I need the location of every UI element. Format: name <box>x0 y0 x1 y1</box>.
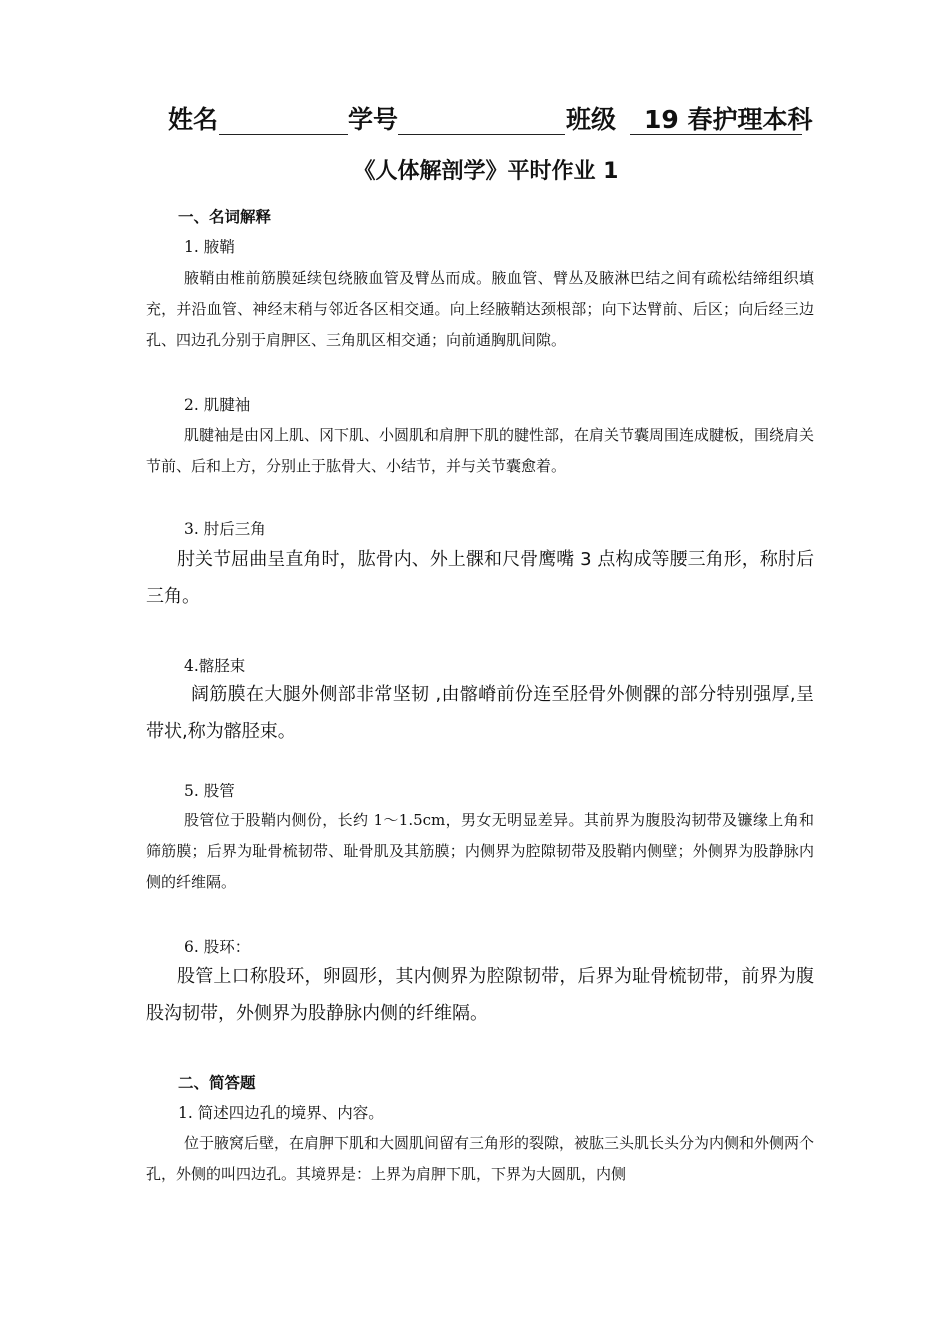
term-definition: 股管上口称股环，卵圆形，其内侧界为腔隙韧带，后界为耻骨梳韧带，前界为腹股沟韧带，外侧界为股静脉内侧的纤维隔。 <box>146 966 814 1024</box>
student-info-header <box>168 100 813 140</box>
term-definition: 阔筋膜在大腿外侧部非常坚韧 ,由髂嵴前份连至胫骨外侧髁的部分特别强厚,呈带状,称为髂胫束。 <box>146 684 814 742</box>
class-label: 班级 <box>566 105 617 134</box>
term-title: 3. 肘后三角 <box>184 520 266 538</box>
term-title: 5. 股管 <box>184 782 235 800</box>
term-title: 2. 肌腱袖 <box>184 396 251 414</box>
document-title: 《人体解剖学》平时作业 1 <box>353 159 619 184</box>
term-definition: 肘关节屈曲呈直角时，肱骨内、外上髁和尺骨鹰嘴 3 点构成等腰三角形，称肘后三角。 <box>146 549 814 607</box>
question-answer: 位于腋窝后壁，在肩胛下肌和大圆肌间留有三角形的裂隙，被肱三头肌长头分为内侧和外侧两个孔，外侧的叫四边孔。其境界是：上界为肩胛下肌，下界为大圆肌，内侧 <box>146 1134 815 1183</box>
student-id-blank-line <box>398 134 565 135</box>
section-heading-terms: 一、名词解释 <box>178 208 272 226</box>
term-title: 1. 腋鞘 <box>184 238 235 256</box>
class-value: 19 春护理本科 <box>644 105 813 134</box>
term-title: 4.髂胫束 <box>184 657 246 675</box>
name-blank-line <box>219 134 348 135</box>
question-title: 1. 简述四边孔的境界、内容。 <box>178 1104 384 1122</box>
term-definition: 肌腱袖是由冈上肌、冈下肌、小圆肌和肩胛下肌的腱性部，在肩关节囊周围连成腱板，围绕肩关节前、后和上方，分别止于肱骨大、小结节，并与关节囊愈着。 <box>146 426 815 475</box>
name-label: 姓名 <box>168 105 219 134</box>
term-definition: 股管位于股鞘内侧份，长约 1～1.5cm，男女无明显差异。其前界为腹股沟韧带及镰缘上角和筛筋膜；后界为耻骨梳韧带、耻骨肌及其筋膜；内侧界为腔隙韧带及股鞘内侧壁；外侧界为股静脉内侧的纤维隔。 <box>146 811 814 891</box>
term-title: 6. 股环： <box>184 938 251 956</box>
section-heading-short-answer: 二、简答题 <box>178 1074 256 1092</box>
term-definition: 腋鞘由椎前筋膜延续包绕腋血管及臂丛而成。腋血管、臂丛及腋淋巴结之间有疏松结缔组织填充，并沿血管、神经末稍与邻近各区相交通。向上经腋鞘达颈根部；向下达臂前、后区；向后经三边孔、四边孔分别于肩胛区、三角肌区相交通；向前通胸肌间隙。 <box>146 269 814 349</box>
student-id-label: 学号 <box>348 105 399 134</box>
